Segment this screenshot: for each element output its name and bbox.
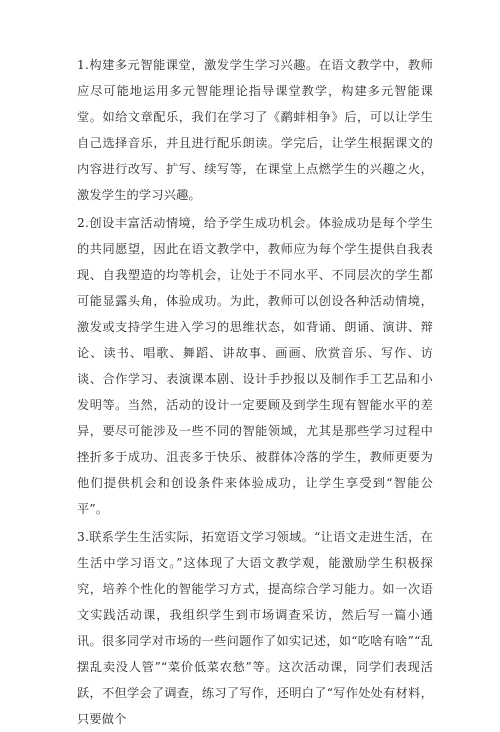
paragraph-3: 3.联系学生生活实际，拓宽语文学习领域。“让语文走进生活，在生活中学习语文。”这体现了大语文教学观，能激励学生积极探究，培养个性化的智能学习方式，提高综合学习能力。如一次语文实践活动课，我组织学生到市场调查采访，然后写一篇小通讯。很多同学对市场的一些问题作了如实记述，如“吃啥有啥”“乱摆乱卖没人管”“菜价低菜农愁”等。这次活动课，同学们表现活跃，不但学会了调查，练习了写作，还明白了“写作处处有材料，只要做个	[77, 530, 433, 726]
paragraph-2: 2.创设丰富活动情境，给予学生成功机会。体验成功是每个学生的共同愿望，因此在语文教学中，教师应为每个学生提供自我表现、自我塑造的均等机会，让处于不同水平、不同层次的学生都可能显露头角，体验成功。为此，教师可以创设各种活动情境，激发或支持学生进入学习的思维状态，如背诵、朗诵、演讲、辩论、读书、唱歌、舞蹈、讲故事、画画、欣赏音乐、写作、访谈、合作学习、表演课本剧、设计手抄报以及制作手工艺品和小发明等。当然，活动的设计一定要顾及到学生现有智能水平的差异，要尽可能涉及一些不同的智能领域，尤其是那些学习过程中挫折多于成功、沮丧多于快乐、被群体冷落的学生，教师更要为他们提供机会和创设条件来体验成功，让学生享受到“智能公平”。	[77, 216, 433, 516]
paragraph-1: 1.构建多元智能课堂，激发学生学习兴趣。在语文教学中，教师应尽可能地运用多元智能理论指导课堂教学，构建多元智能课堂。如给文章配乐，我们在学习了《鹬蚌相争》后，可以让学生自己选择音乐，并且进行配乐朗读。学完后，让学生根据课文的内容进行改写、扩写、续写等，在课堂上点燃学生的兴趣之火，激发学生的学习兴趣。	[77, 58, 433, 202]
document-body	[77, 52, 433, 732]
